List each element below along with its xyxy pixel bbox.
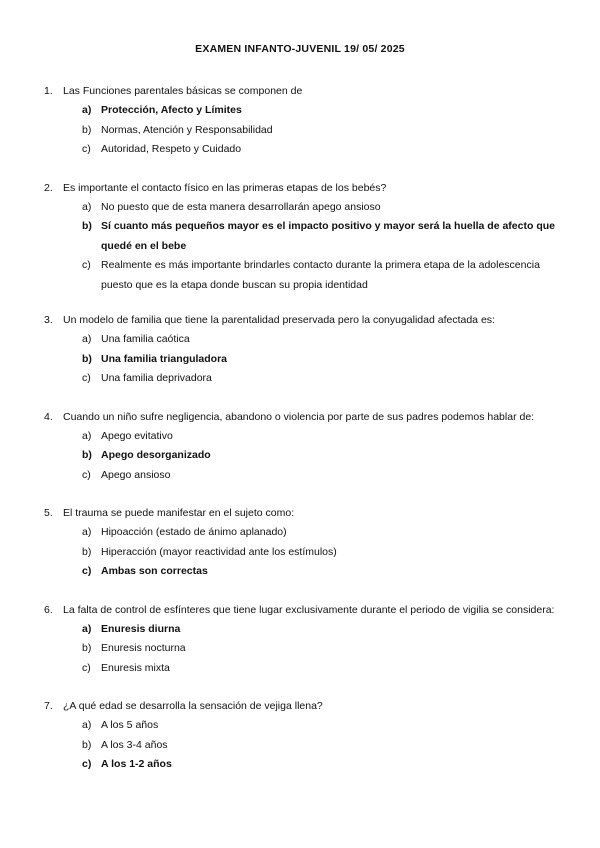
option-list	[44, 198, 574, 296]
question-number: 5.	[44, 507, 53, 519]
question-stem	[44, 82, 574, 101]
option-letter: c)	[82, 758, 92, 770]
option-list	[44, 523, 574, 582]
option-letter: b)	[82, 545, 92, 558]
question-number: 7.	[44, 700, 53, 712]
option-letter: c)	[82, 468, 91, 481]
question-stem	[44, 179, 574, 198]
option-correct	[44, 101, 574, 121]
option	[44, 716, 574, 736]
option-letter: c)	[82, 372, 91, 384]
option-letter: a)	[82, 429, 92, 442]
question-5	[44, 504, 574, 582]
option-letter: b)	[82, 123, 92, 136]
option-letter: a)	[82, 526, 92, 538]
option-correct	[44, 755, 574, 775]
option	[44, 466, 574, 486]
question-7	[44, 697, 574, 775]
question-stem	[44, 408, 574, 427]
option-list	[44, 101, 574, 160]
option	[44, 369, 574, 389]
option-letter: a)	[82, 333, 92, 345]
option-text: Normas, Atención y Responsabilidad	[101, 123, 273, 136]
option-text: A los 3-4 años	[101, 738, 168, 751]
option-text: No puesto que de esta manera desarrollarán apego ansioso	[101, 200, 381, 213]
option-text: A los 1-2 años	[101, 758, 172, 770]
option-letter: c)	[82, 661, 91, 674]
option-letter: a)	[82, 104, 92, 116]
option-letter: c)	[82, 259, 91, 271]
question-text: Cuando un niño sufre negligencia, abandono o violencia por parte de sus padres podemos hablar de:	[63, 410, 535, 423]
question-4	[44, 408, 574, 486]
question-1	[44, 82, 574, 160]
question-text: Un modelo de familia que tiene la parentalidad preservada pero la conyugalidad afectada es:	[63, 314, 495, 326]
question-text: La falta de control de esfínteres que tiene lugar exclusivamente durante el periodo de vigilia se considera:	[63, 603, 555, 616]
option-correct	[44, 446, 574, 466]
option	[44, 523, 574, 543]
option-list	[44, 427, 574, 486]
question-text: Es importante el contacto físico en las primeras etapas de los bebés?	[63, 181, 387, 194]
option-letter: b)	[82, 220, 92, 232]
question-text: El trauma se puede manifestar en el sujeto como:	[63, 507, 295, 519]
option	[44, 659, 574, 679]
question-number: 4.	[44, 410, 53, 423]
option-text: Sí cuanto más pequeños mayor es el impacto positivo y mayor será la huella de afecto que quedé en el bebe	[101, 220, 555, 252]
question-number: 6.	[44, 603, 53, 616]
option	[44, 256, 574, 295]
option-text: Apego desorganizado	[101, 449, 211, 461]
option-correct	[44, 350, 574, 370]
option	[44, 736, 574, 756]
question-stem	[44, 504, 574, 523]
question-number: 1.	[44, 85, 53, 97]
option	[44, 543, 574, 563]
option	[44, 330, 574, 350]
option-letter: c)	[82, 143, 91, 155]
option-correct	[44, 620, 574, 640]
question-stem	[44, 601, 574, 620]
option-text: Hipoacción (estado de ánimo aplanado)	[101, 526, 287, 538]
option	[44, 121, 574, 141]
option	[44, 427, 574, 447]
option-text: Una familia trianguladora	[101, 352, 228, 365]
option-text: Ambas son correctas	[101, 565, 208, 577]
question-2	[44, 179, 574, 296]
option-text: Una familia caótica	[101, 333, 190, 345]
option-text: Autoridad, Respeto y Cuidado	[101, 143, 242, 155]
option	[44, 639, 574, 659]
option-letter: b)	[82, 642, 92, 654]
question-3	[44, 311, 574, 389]
option-letter: a)	[82, 719, 92, 731]
option-text: Enuresis diurna	[101, 622, 181, 635]
option-letter: c)	[82, 565, 92, 577]
option-text: Apego ansioso	[101, 468, 171, 481]
page-title: EXAMEN INFANTO-JUVENIL 19/ 05/ 2025	[195, 43, 405, 55]
option-text: A los 5 años	[101, 719, 159, 731]
question-text: Las Funciones parentales básicas se componen de	[63, 85, 303, 97]
option-letter: a)	[82, 622, 92, 635]
option-list	[44, 330, 574, 389]
option-correct	[44, 562, 574, 582]
option-text: Hiperacción (mayor reactividad ante los estímulos)	[101, 545, 337, 558]
option-text: Enuresis nocturna	[101, 642, 186, 654]
option-letter: b)	[82, 352, 92, 365]
option-list	[44, 620, 574, 679]
question-number: 3.	[44, 314, 53, 326]
option-text: Apego evitativo	[101, 429, 173, 442]
option	[44, 140, 574, 160]
question-stem	[44, 697, 574, 716]
option-correct	[44, 217, 574, 256]
question-text: ¿A qué edad se desarrolla la sensación de vejiga llena?	[63, 700, 323, 712]
question-6	[44, 601, 574, 679]
option-text: Una familia deprivadora	[101, 372, 212, 384]
option-list	[44, 716, 574, 775]
question-number: 2.	[44, 181, 53, 194]
question-list	[44, 82, 574, 775]
option	[44, 198, 574, 218]
option-letter: a)	[82, 200, 92, 213]
question-stem	[44, 311, 574, 330]
option-letter: b)	[82, 738, 92, 751]
option-text: Protección, Afecto y Límites	[101, 104, 242, 116]
option-text: Enuresis mixta	[101, 661, 170, 674]
option-text: Realmente es más importante brindarles contacto durante la primera etapa de la adolescencia puesto que es la etapa donde buscan su propia identidad	[101, 259, 540, 291]
option-letter: b)	[82, 449, 92, 461]
